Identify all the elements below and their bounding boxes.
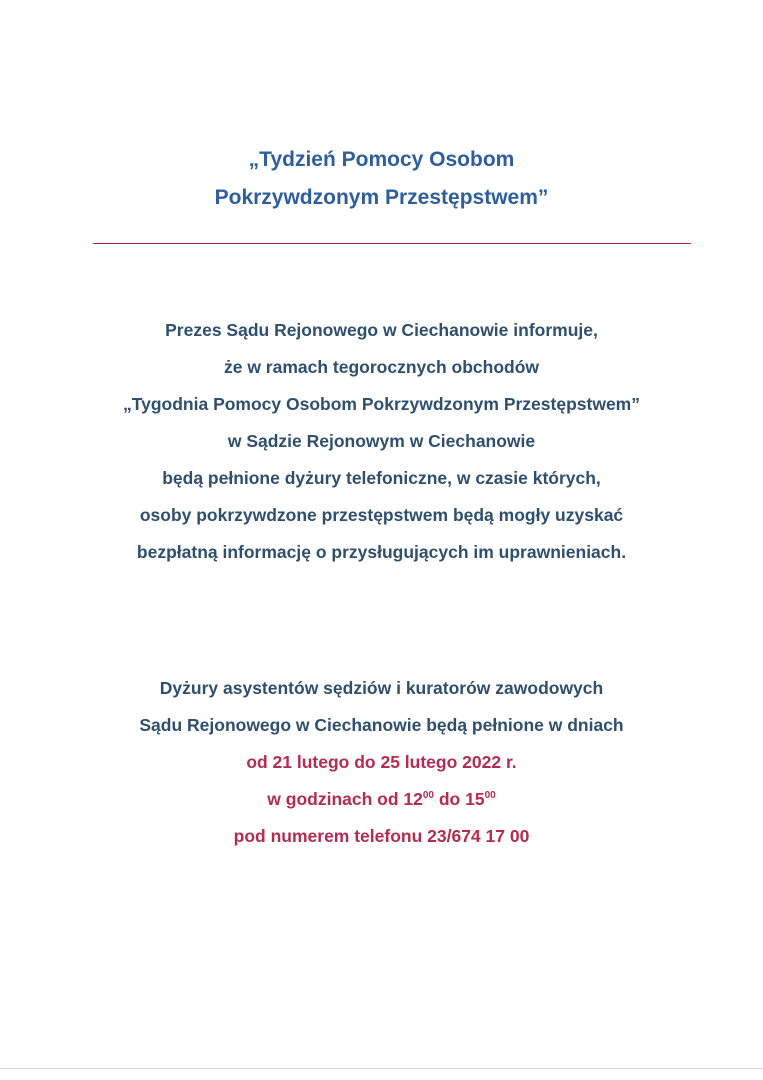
hours-end-minutes: 00: [484, 790, 496, 801]
hours-mid: do 15: [434, 789, 485, 809]
hours-prefix: w godzinach od 12: [267, 789, 423, 809]
intro-line-7: bezpłatną informację o przysługujących im uprawnieniach.: [136, 542, 627, 562]
title-divider: [93, 243, 691, 244]
intro-line-1: Prezes Sądu Rejonowego w Ciechanowie informuje,: [165, 320, 598, 340]
intro-line-2: że w ramach tegorocznych obchodów: [223, 357, 540, 377]
title-line-1: „Tydzień Pomocy Osobom: [248, 148, 515, 171]
intro-line-6: osoby pokrzywdzone przestępstwem będą mogły uzyskać: [139, 505, 624, 525]
page-bottom-edge: [0, 1068, 763, 1069]
duty-hours: [0, 781, 763, 818]
duty-dates: od 21 lutego do 25 lutego 2022 r.: [246, 752, 517, 772]
intro-line-3: „Tygodnia Pomocy Osobom Pokrzywdzonym Przestępstwem”: [122, 394, 640, 414]
intro-line-4: w Sądzie Rejonowym w Ciechanowie: [227, 431, 536, 451]
title-line-2: Pokrzywdzonym Przestępstwem”: [214, 186, 549, 209]
duty-paragraph: [0, 670, 763, 855]
intro-line-5: będą pełnione dyżury telefoniczne, w czasie których,: [162, 468, 601, 488]
duty-phone: pod numerem telefonu 23/674 17 00: [233, 826, 530, 846]
duty-line-1: Dyżury asystentów sędziów i kuratorów zawodowych: [159, 678, 604, 698]
hours-start-minutes: 00: [422, 790, 434, 801]
duty-line-2: Sądu Rejonowego w Ciechanowie będą pełnione w dniach: [139, 715, 624, 735]
document-title: [0, 141, 763, 217]
intro-paragraph: [0, 312, 763, 571]
